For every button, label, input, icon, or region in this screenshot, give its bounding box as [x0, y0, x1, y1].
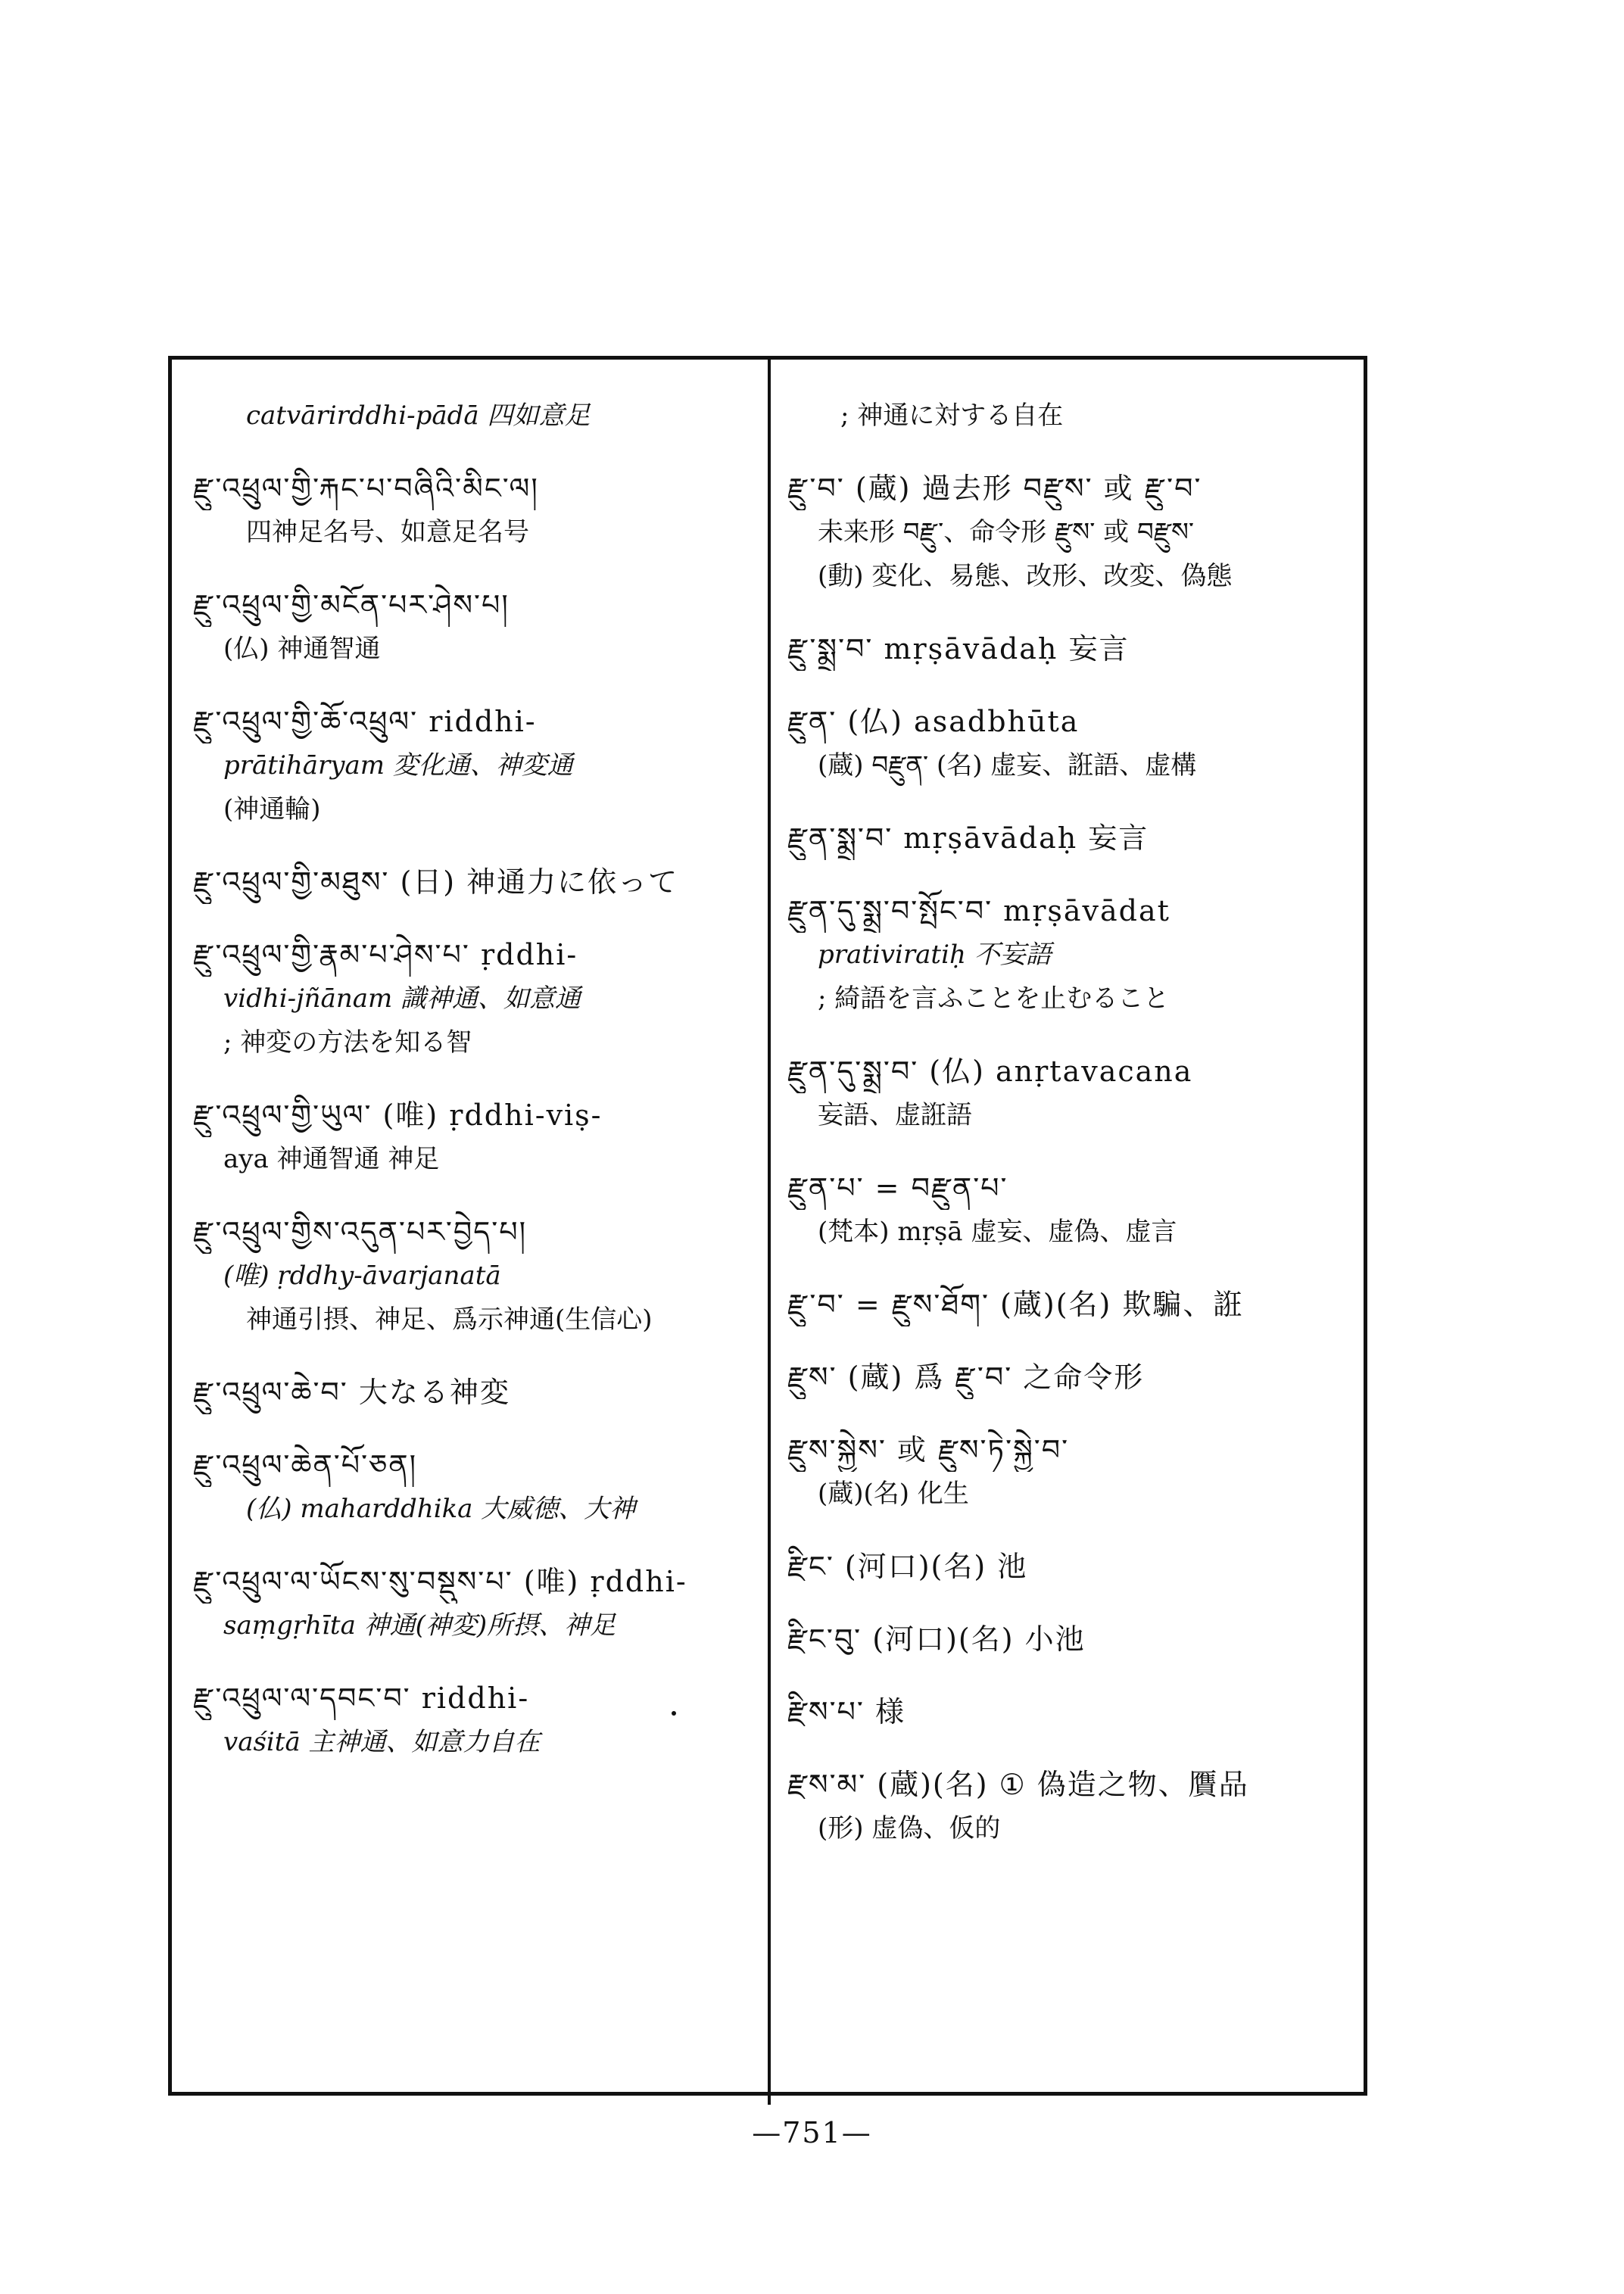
entry-headword: རྫུན་དུ་སྨྲ་བ་སྤོང་བ་ mṛṣāvādat [787, 894, 1170, 927]
entry-headword: རྫུ་སྨྲ་བ་ mṛṣāvādaḥ 妄言 [787, 632, 1130, 665]
entry-headword: རྫིས་པ་ 様 [787, 1695, 906, 1728]
entry-headword: རྫུ་བ་ = རྫུས་ཐོག་ (蔵)(名) 欺騙、誑 [787, 1288, 1244, 1321]
entry-line: prātihāryam 変化通、神変通 [223, 750, 573, 781]
dictionary-entry [193, 933, 757, 1064]
entry-headword: རྫུས་ (蔵) 爲 རྫུ་བ་ 之命令形 [787, 1361, 1145, 1394]
dictionary-entry [193, 860, 757, 904]
dictionary-entry [193, 1443, 757, 1531]
entry-headword: རྫིང་བུ་ (河口)(名) 小池 [787, 1622, 1086, 1656]
dictionary-entry [193, 394, 757, 438]
entry-line: 四神足名号、如意足名号 [246, 517, 529, 547]
dictionary-entry [193, 1370, 757, 1414]
entry-line: (蔵)(名) 化生 [818, 1479, 969, 1509]
entry-headword: རྫུན་སྨྲ་བ་ mṛṣāvādaḥ 妄言 [787, 821, 1149, 855]
dictionary-entry [193, 583, 757, 671]
entry-line: (仏) 神通智通 [223, 634, 381, 664]
dictionary-entry [787, 1544, 1355, 1588]
dictionary-entry [787, 394, 1355, 438]
entry-headword: རྫུ་འཕྲུལ་གྱི་མཐུས་ (日) 神通力に依って [193, 865, 679, 899]
dictionary-entry [787, 466, 1355, 598]
dictionary-entry [787, 627, 1355, 671]
dictionary-entry [193, 466, 757, 554]
entry-line: ; 神通に対する自在 [840, 401, 1064, 431]
dictionary-entry [787, 1283, 1355, 1326]
entry-headword: རྫུ་འཕྲུལ་གྱི་རྐང་པ་བཞིའི་མིང་ལ། [193, 472, 539, 505]
entry-line: 神通引摂、神足、爲示神通(生信心) [246, 1304, 653, 1335]
entry-line: (蔵) བརྫུན་ (名) 虚妄、誑語、虚構 [818, 750, 1197, 781]
entry-line: prativiratiḥ 不妄語 [818, 940, 1052, 970]
entry-headword: རྫུ་འཕྲུལ་གྱི་ཆོ་འཕྲུལ་ riddhi- [193, 705, 537, 738]
entry-headword: རྫུས་སྐྱེས་ 或 རྫུས་ཏེ་སྐྱེ་བ་ [787, 1433, 1070, 1466]
right-column [787, 394, 1355, 1879]
dictionary-entry [787, 1166, 1355, 1254]
dictionary-entry [787, 700, 1355, 787]
entry-line: (神通輪) [223, 794, 321, 824]
dictionary-entry [787, 1049, 1355, 1137]
dictionary-entry [787, 1355, 1355, 1399]
entry-line: 未来形 བརྫུ་、命令形 རྫུས་ 或 བརྫུས་ [818, 517, 1195, 547]
entry-headword: རྫུ་འཕྲུལ་ལ་དབང་བ་ riddhi- [193, 1682, 530, 1715]
entry-line: saṃgṛhīta 神通(神変)所摂、神足 [223, 1610, 616, 1641]
entry-headword: རྫུ་འཕྲུལ་ཆེན་པོ་ཅན། [193, 1448, 418, 1482]
entry-headword: རྫུ་བ་ (蔵) 過去形 བརྫུས་ 或 རྫུ་བ་ [787, 472, 1202, 505]
dictionary-entry [787, 816, 1355, 860]
entry-line: (梵本) mṛṣā 虚妄、虚偽、虚言 [818, 1217, 1177, 1247]
entry-line: ; 神変の方法を知る智 [223, 1027, 472, 1058]
entry-line: 妄語、虚誑語 [818, 1100, 972, 1130]
entry-headword: རྫུ་འཕྲུལ་གྱིས་འདུན་པར་བྱེད་པ། [193, 1215, 528, 1248]
dictionary-entry [787, 1428, 1355, 1516]
dictionary-entry [193, 1560, 757, 1647]
entry-headword: རྫུ་འཕྲུལ་གྱི་མངོན་པར་ཤེས་པ། [193, 588, 510, 622]
left-column [193, 394, 757, 1793]
entry-line: (仏) maharddhika 大威徳、大神 [246, 1494, 636, 1524]
entry-headword: རྫུན་ (仏) asadbhūta [787, 705, 1080, 738]
entry-line: (形) 虚偽、仮的 [818, 1813, 1001, 1844]
entry-headword: རྫུན་པ་ = བརྫུན་པ་ [787, 1171, 1008, 1205]
dictionary-entry [193, 1210, 757, 1342]
dictionary-entry [787, 889, 1355, 1021]
entry-headword: རྫུ་འཕྲུལ་གྱི་རྣམ་པ་ཤེས་པ་ ṛddhi- [193, 938, 578, 971]
entry-line: ; 綺語を言ふことを止むること [818, 983, 1170, 1014]
dictionary-entry [193, 1676, 757, 1764]
dictionary-entry [787, 1690, 1355, 1734]
entry-headword: རྫུན་དུ་སྨྲ་བ་ (仏) anṛtavacana [787, 1055, 1193, 1088]
entry-headword: རྫུ་འཕྲུལ་གྱི་ཡུལ་ (唯) ṛddhi-viṣ- [193, 1099, 603, 1132]
dictionary-entry [787, 1617, 1355, 1661]
entry-line: (動) 変化、易態、改形、改変、偽態 [818, 561, 1233, 591]
entry-headword: རྫས་མ་ (蔵)(名) ① 偽造之物、贋品 [787, 1768, 1249, 1801]
entry-line: vidhi-jñānam 識神通、如意通 [223, 983, 581, 1014]
dictionary-entry [193, 700, 757, 831]
ink-dot [672, 1711, 676, 1716]
entry-line: (唯) ṛddhy-āvarjanatā [223, 1261, 501, 1291]
entry-line: vaśitā 主神通、如意力自在 [223, 1727, 541, 1757]
entry-line: catvārirddhi-pādā 四如意足 [246, 401, 591, 431]
page-number: —751— [752, 2116, 872, 2149]
dictionary-entry [193, 1093, 757, 1181]
column-divider [768, 356, 771, 2105]
dictionary-entry [787, 1763, 1355, 1850]
entry-line: aya 神通智通 神足 [223, 1144, 440, 1174]
entry-headword: རྫུ་འཕྲུལ་ལ་ཡོངས་སུ་བསྡུས་པ་ (唯) ṛddhi- [193, 1565, 687, 1598]
entry-headword: རྫིང་ (河口)(名) 池 [787, 1550, 1028, 1583]
entry-headword: རྫུ་འཕྲུལ་ཆེ་བ་ 大なる神変 [193, 1376, 510, 1409]
